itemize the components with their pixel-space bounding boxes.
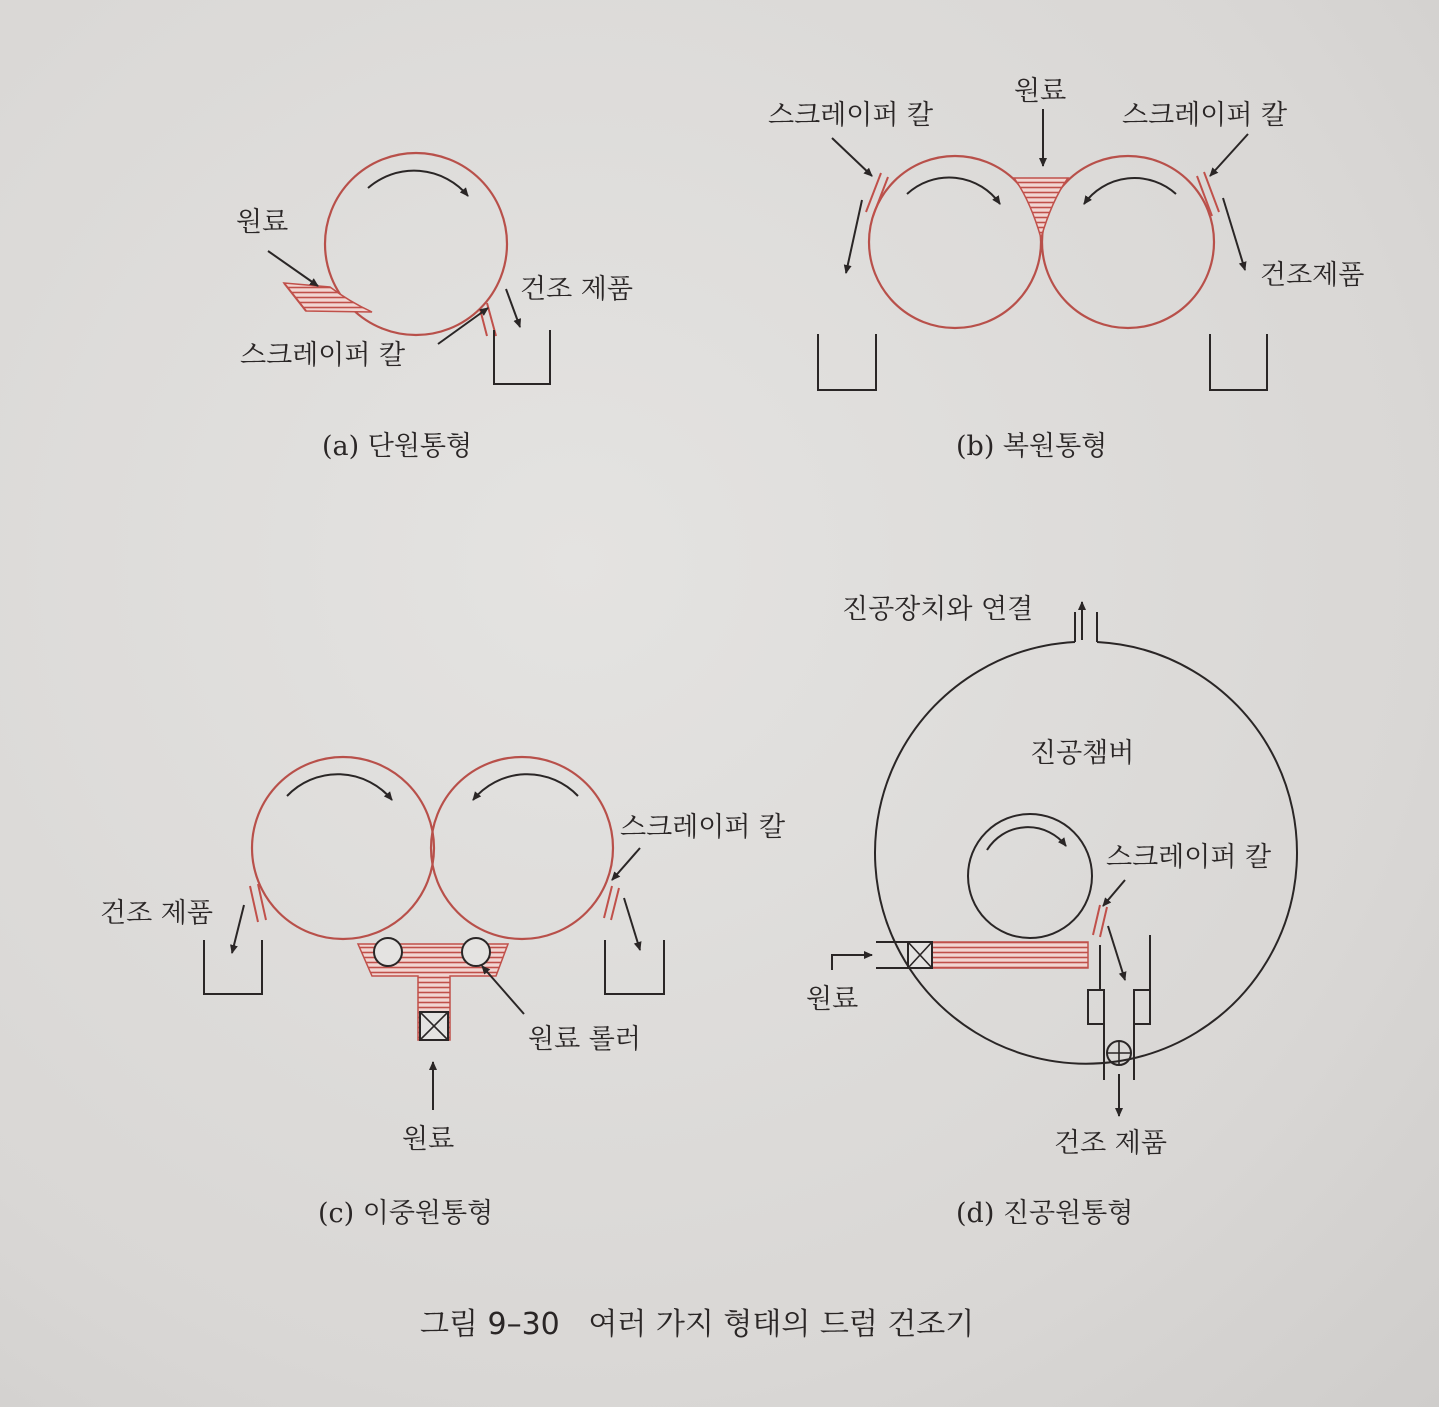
scraper-pointer-b-left (832, 138, 872, 176)
scraper-blade-d (1093, 905, 1100, 935)
label-product-a: 건조 제품 (520, 274, 633, 305)
label-scraper-b-right: 스크레이퍼 칼 (1122, 100, 1288, 131)
caption-a: (a) 단원통형 (322, 431, 473, 462)
rotation-arrow-b-right (1084, 178, 1176, 204)
panel-a-single-drum (236, 153, 633, 462)
product-arrow-d (1108, 926, 1125, 980)
panel-b-double-drum (768, 76, 1364, 462)
material-pointer-d (832, 955, 872, 970)
drum-d (968, 814, 1092, 938)
label-scraper-b-left: 스크레이퍼 칼 (768, 100, 934, 131)
product-bin-a (494, 330, 550, 384)
product-bin-c-right (605, 940, 664, 994)
scraper-blade-d2 (1100, 907, 1107, 937)
rotation-arrow-b-left (907, 177, 1000, 204)
rotation-arrow-d (987, 827, 1066, 850)
rotation-arrow-c-left (287, 774, 392, 800)
drum-c-left (252, 757, 434, 939)
label-material-c: 원료 (402, 1124, 455, 1155)
panel-d-vacuum-drum (806, 594, 1297, 1229)
scraper-pointer-c (612, 848, 640, 880)
drum-c-right (431, 757, 613, 939)
label-vacuum-connection-d: 진공장치와 연결 (842, 594, 1034, 625)
caption-b: (b) 복원통형 (956, 431, 1108, 462)
label-scraper-d: 스크레이퍼 칼 (1106, 842, 1272, 873)
scraper-pointer-d (1103, 880, 1125, 906)
label-chamber-d: 진공챔버 (1030, 738, 1135, 769)
product-arrow-c-right (624, 898, 640, 950)
feed-material-b (1014, 178, 1068, 238)
rotation-arrow-a (368, 171, 468, 196)
product-bin-b-left (818, 334, 876, 390)
label-roller-c: 원료 롤러 (528, 1024, 641, 1055)
label-product-b: 건조제품 (1260, 260, 1365, 291)
product-arrow-b-left (846, 200, 862, 273)
discharge-flange-d-right (1134, 990, 1150, 1024)
scraper-pointer-b-right (1210, 134, 1248, 176)
drum-b-right (1042, 156, 1214, 328)
figure-caption: 그림 9–30 여러 가지 형태의 드럼 건조기 (420, 1307, 975, 1342)
discharge-flange-d-left (1088, 990, 1104, 1024)
material-pointer-a (268, 251, 318, 286)
product-bin-b-right (1210, 334, 1267, 390)
label-material-b: 원료 (1014, 76, 1067, 107)
label-material-d: 원료 (806, 984, 859, 1015)
scraper-pointer-a (438, 308, 488, 344)
panel-c-twin-drum (100, 757, 785, 1229)
feed-roller-c-left (374, 938, 402, 966)
caption-c: (c) 이중원통형 (318, 1198, 494, 1229)
label-scraper-c: 스크레이퍼 칼 (620, 812, 786, 843)
drum-b-left (869, 156, 1041, 328)
product-arrow-b-right (1223, 198, 1245, 270)
scraper-blade-c-right2 (611, 888, 619, 920)
feed-material-a (284, 283, 372, 312)
product-arrow-a (506, 289, 520, 327)
label-scraper-a: 스크레이퍼 칼 (240, 340, 406, 371)
label-product-c: 건조 제품 (100, 898, 213, 929)
rotation-arrow-c-right (473, 774, 578, 800)
scraper-blade-b-right2 (1197, 176, 1212, 216)
feed-roller-c-right (462, 938, 490, 966)
product-arrow-c-left (232, 905, 244, 953)
roller-pointer-c (482, 966, 524, 1014)
feed-trough-d (932, 942, 1088, 968)
scraper-blade-b-left (866, 173, 881, 212)
scraper-blade-c-left (250, 886, 258, 922)
label-product-d: 건조 제품 (1054, 1128, 1167, 1159)
caption-d: (d) 진공원통형 (956, 1198, 1134, 1229)
label-material-a: 원료 (236, 207, 289, 238)
scraper-blade-b-left2 (873, 177, 888, 216)
scraper-blade-c-right (604, 886, 612, 918)
